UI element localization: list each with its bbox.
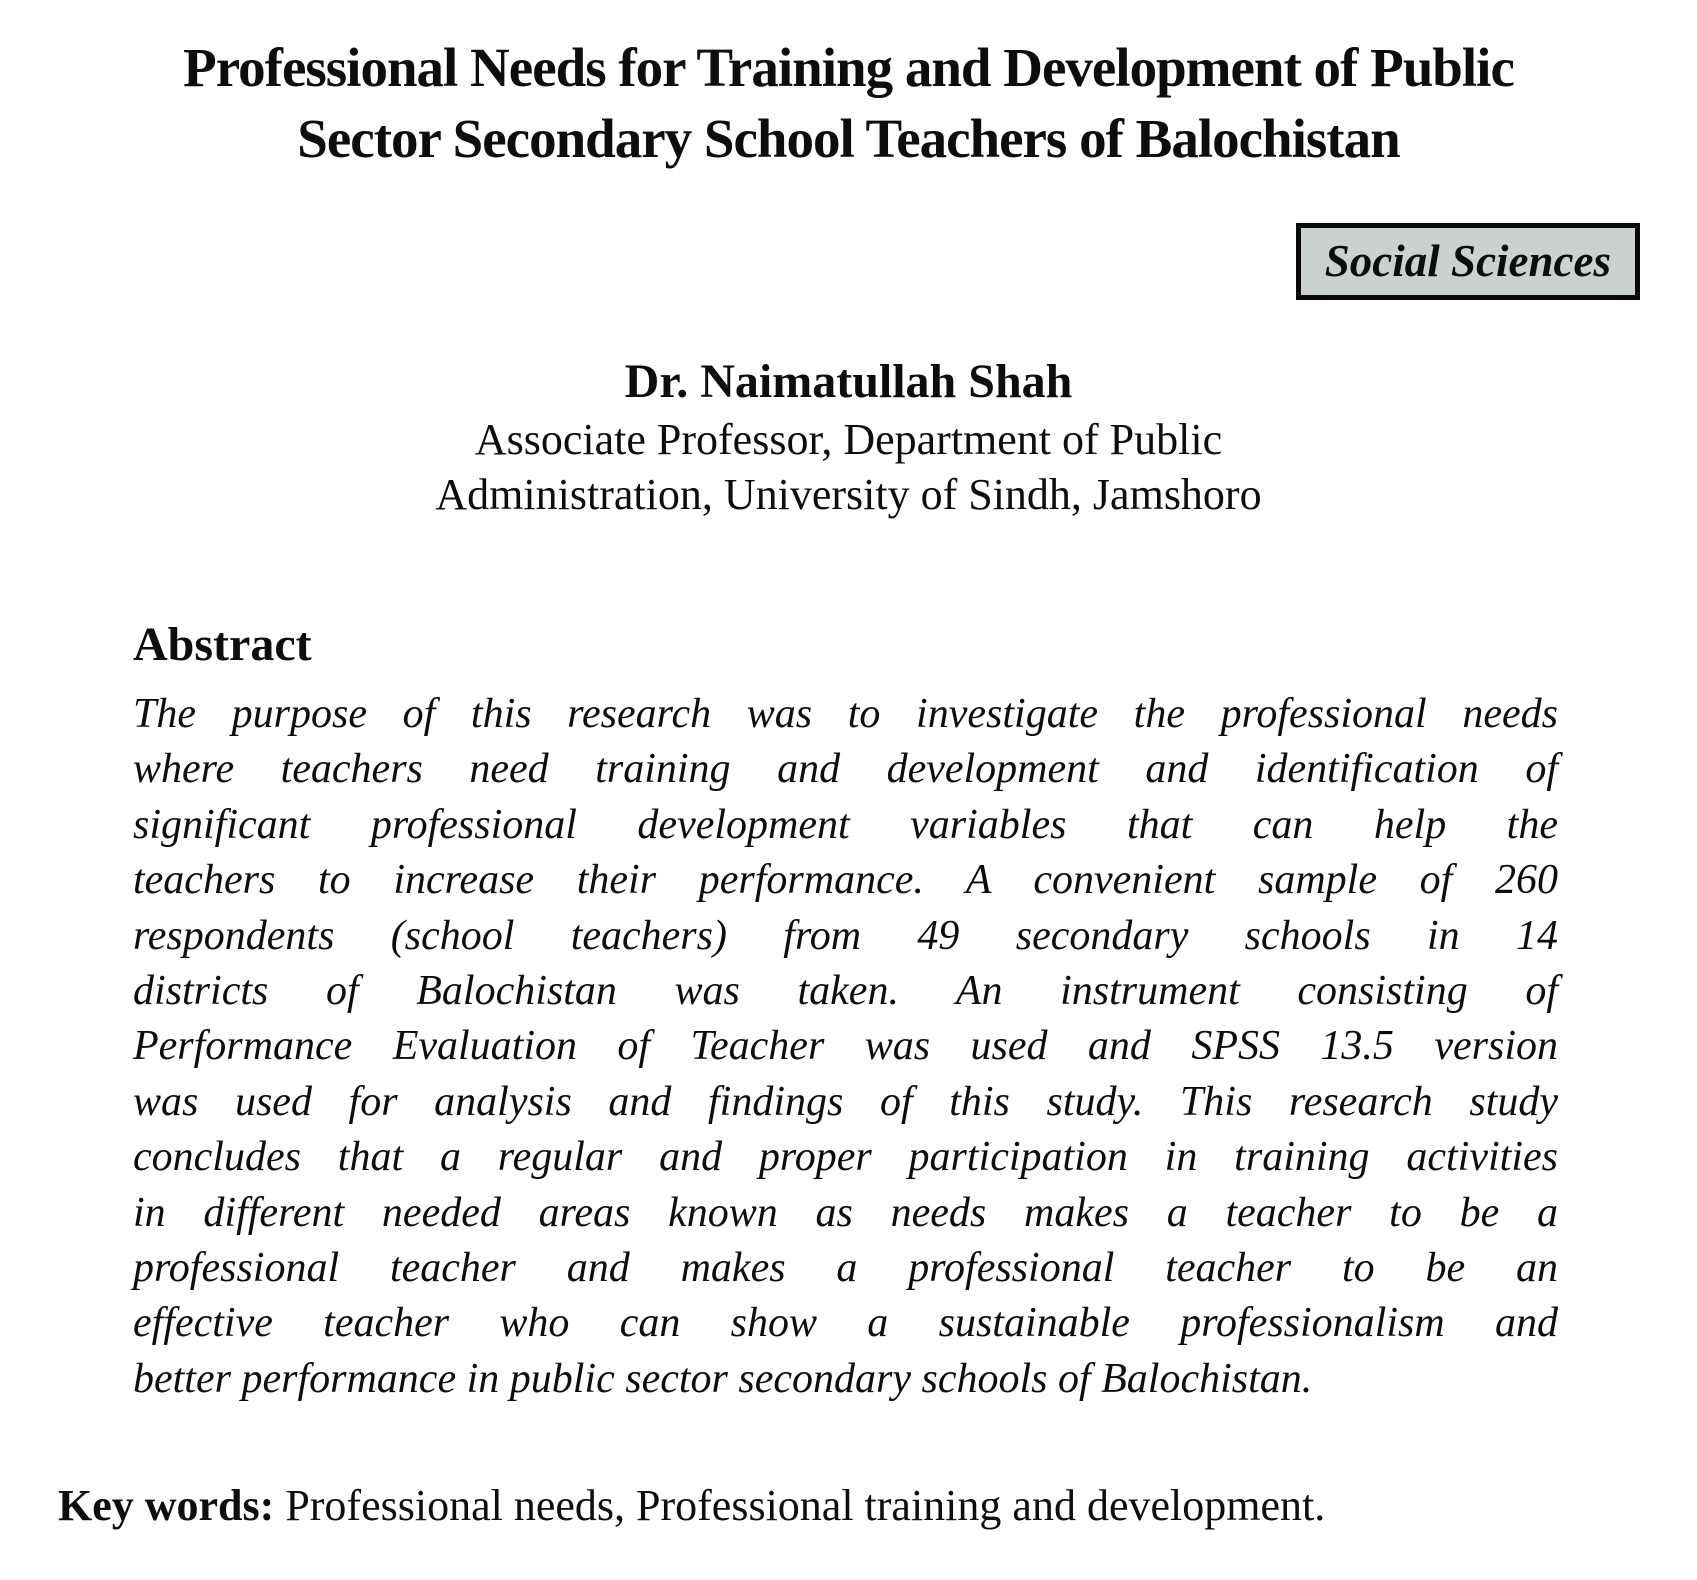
abstract-line: Performance Evaluation of Teacher was used and SPSS 13.5 version <box>133 1023 1558 1070</box>
abstract-line: concludes that a regular and proper participation in training activities <box>133 1134 1558 1181</box>
author-block <box>0 352 1697 522</box>
abstract-line: significant professional development variables that can help the <box>133 801 1558 848</box>
abstract-line: where teachers need training and development and identification of <box>133 746 1558 793</box>
abstract-line: The purpose of this research was to investigate the professional needs <box>133 691 1558 737</box>
paper-title-line-2: Sector Secondary School Teachers of Balochistan <box>297 108 1400 169</box>
author-affiliation-line-2: Administration, University of Sindh, Jamshoro <box>435 470 1262 519</box>
abstract-line: better performance in public sector secondary schools of Balochistan. <box>133 1355 1313 1402</box>
abstract-line: in different needed areas known as needs makes a teacher to be a <box>133 1189 1558 1236</box>
abstract-line: professional teacher and makes a professional teacher to be an <box>133 1245 1558 1292</box>
author-affiliation-line-1: Associate Professor, Department of Public <box>474 415 1223 464</box>
abstract-section <box>133 615 1558 1407</box>
paper-title-line-1: Professional Needs for Training and Development of Public <box>183 37 1514 98</box>
abstract-line: was used for analysis and findings of this study. This research study <box>133 1078 1558 1125</box>
keywords-line <box>58 1478 1638 1533</box>
abstract-line: effective teacher who can show a sustainable professionalism and <box>133 1300 1558 1347</box>
abstract-line: teachers to increase their performance. A convenient sample of 260 <box>133 857 1558 904</box>
paper-title <box>0 32 1697 174</box>
author-name: Dr. Naimatullah Shah <box>624 355 1073 408</box>
keywords-label: Key words: <box>58 1481 275 1530</box>
abstract-heading: Abstract <box>133 618 312 671</box>
keywords-text: Professional needs, Professional training and development. <box>274 1481 1326 1530</box>
abstract-line: respondents (school teachers) from 49 secondary schools in 14 <box>133 912 1558 959</box>
category-badge: Social Sciences <box>1296 223 1640 300</box>
abstract-line: districts of Balochistan was taken. An instrument consisting of <box>133 968 1558 1015</box>
abstract-body <box>133 687 1558 1407</box>
